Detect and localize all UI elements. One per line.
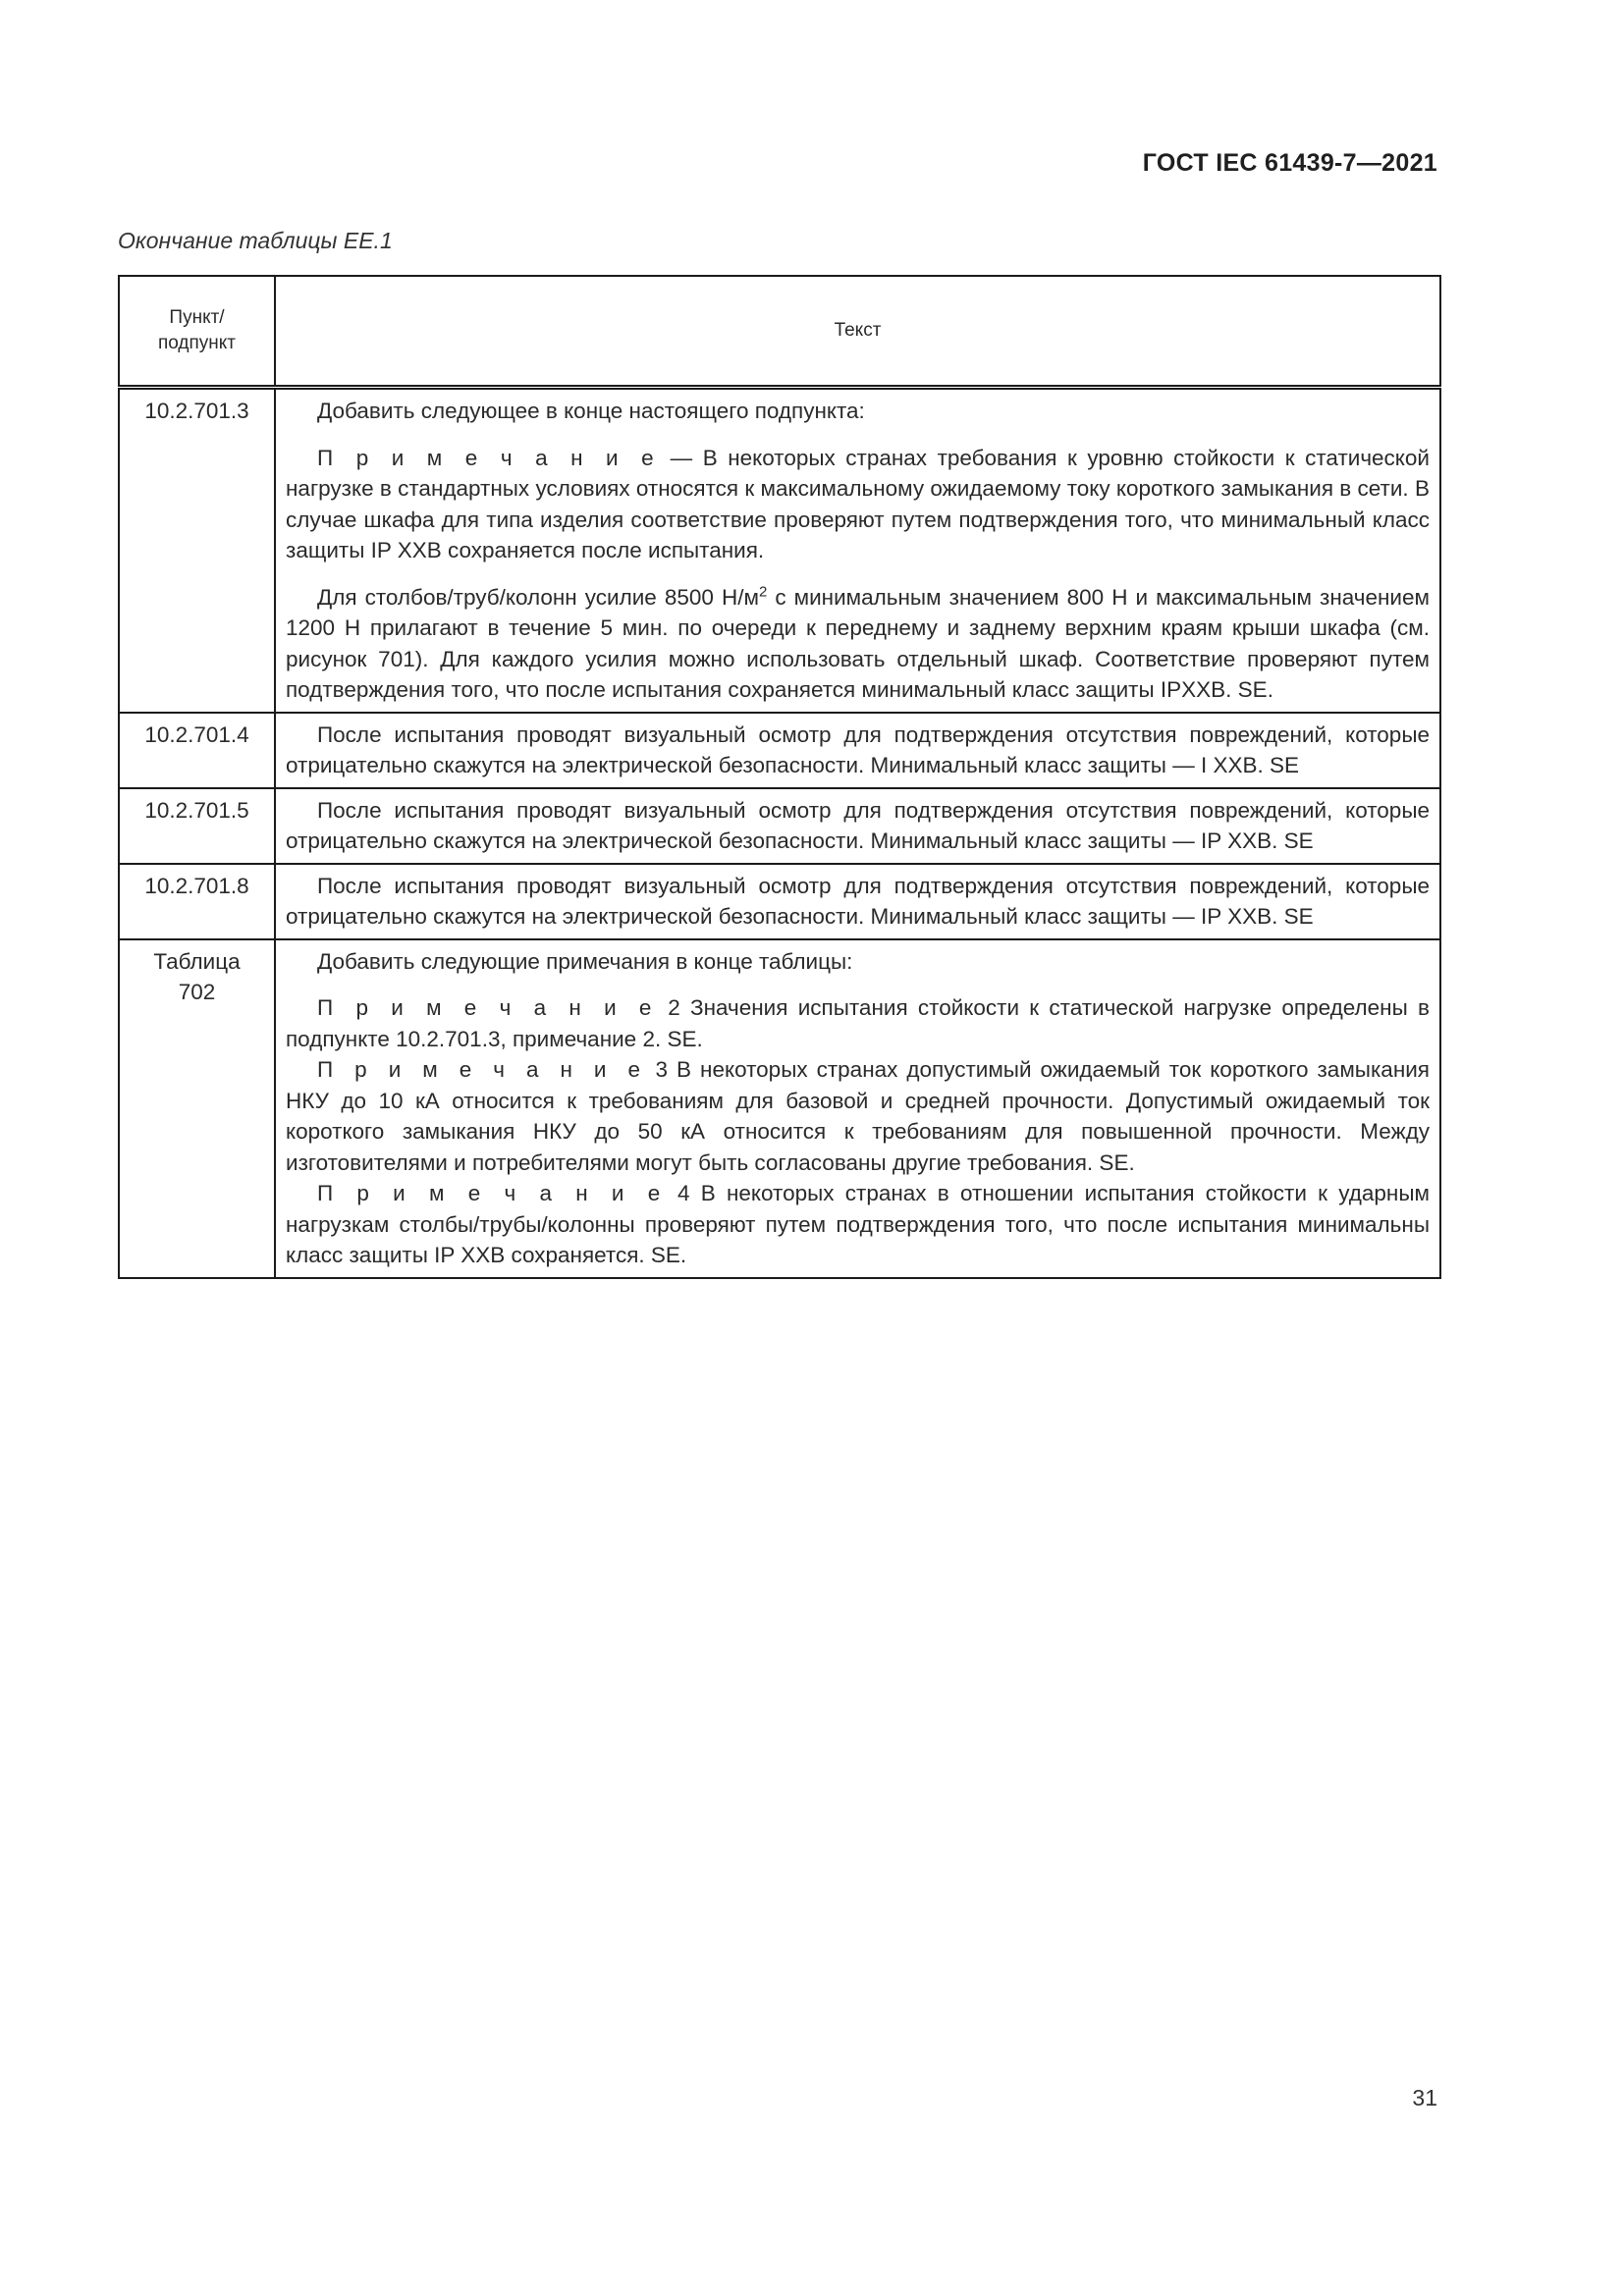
row-text-note xyxy=(286,443,1430,566)
row-point: Таблица 702 xyxy=(119,939,275,1278)
row-text-paragraph: После испытания проводят визуальный осмотр для подтверждения отсутствия повреждений, которые отрицательно скажутся на электрической безопасности. Минимальный класс защиты — IP XXB. SE xyxy=(286,873,1430,929)
row-text-paragraph: Добавить следующие примечания в конце таблицы: xyxy=(317,948,853,974)
row-text xyxy=(275,388,1440,713)
row-text-note xyxy=(286,1178,1430,1271)
column-header-point: Пункт/ подпункт xyxy=(119,276,275,388)
note-text: 4 В некоторых странах в отношении испытания стойкости к ударным нагрузкам столбы/трубы/колонны проверяют путем подтверждения того, что после испытания минимальны класс защиты IP XXB сохраняется. SE. xyxy=(286,1181,1430,1267)
row-text xyxy=(275,788,1440,864)
row-text-paragraph: После испытания проводят визуальный осмотр для подтверждения отсутствия повреждений, которые отрицательно скажутся на электрической безопасности. Минимальный класс защиты — I XXB. SE xyxy=(286,721,1430,777)
table-caption: Окончание таблицы ЕЕ.1 xyxy=(118,228,393,253)
row-text xyxy=(275,713,1440,788)
superscript: 2 xyxy=(758,583,768,600)
row-text-paragraph: Добавить следующее в конце настоящего подпункта: xyxy=(317,399,865,423)
row-text-note xyxy=(286,1054,1430,1178)
note-text: — В некоторых странах требования к уровню стойкости к статической нагрузке в стандартных условиях относятся к максимальному ожидаемому току короткого замыкания в сети. В случае шкафа для типа изделия соответствие проверяют путем подтверждения того, что минимальный класс защиты IP XXB сохраняется после испытания. xyxy=(286,445,1430,562)
table-row xyxy=(119,713,1440,788)
page-number: 31 xyxy=(1412,2085,1437,2110)
note-text: 2 Значения испытания стойкости к статической нагрузке определены в подпункте 10.2.701.3, примечание 2. SE. xyxy=(286,995,1430,1051)
document-code: ГОСТ IEC 61439-7—2021 xyxy=(1142,149,1437,177)
row-text-paragraph: Для столбов/труб/колонн усилие 8500 $Н/м^2$ с минимальным значением 800 Н и максимальным значением 1200 Н прилагают в течение 5 мин. по очереди к переднему и заднему верхним краям крыши шкафа (см. рисунок 701). Для каждого усилия можно использовать отдельный шкаф. Соответствие проверяют путем подтверждения того, что после испытания сохраняется минимальный класс защиты IPXXB. SE. xyxy=(286,583,1430,702)
amendments-table xyxy=(118,275,1441,1279)
table-row xyxy=(119,864,1440,939)
row-point: 10.2.701.3 xyxy=(119,388,275,713)
table-row xyxy=(119,788,1440,864)
row-text xyxy=(275,864,1440,939)
column-header-text: Текст xyxy=(275,276,1440,388)
note-text: 3 В некоторых странах допустимый ожидаемый ток короткого замыкания НКУ до 10 кА относится к требованиям для базовой и средней прочности. Допустимый ожидаемый ток короткого замыкания НКУ до 50 кА относится к требованиям для повышенной прочности. Между изготовителями и потребителями могут быть согласованы другие требования. SE. xyxy=(286,1057,1430,1175)
row-text xyxy=(275,939,1440,1278)
row-text-paragraph: После испытания проводят визуальный осмотр для подтверждения отсутствия повреждений, которые отрицательно скажутся на электрической безопасности. Минимальный класс защиты — IP XXB. SE xyxy=(286,797,1430,853)
note-label: П р и м е ч а н и е xyxy=(317,1057,647,1082)
table-row xyxy=(119,388,1440,713)
note-label: П р и м е ч а н и е xyxy=(317,995,658,1020)
table-row xyxy=(119,939,1440,1278)
table-header-row xyxy=(119,276,1440,388)
row-point: 10.2.701.8 xyxy=(119,864,275,939)
row-text-note xyxy=(286,992,1430,1054)
row-point: 10.2.701.4 xyxy=(119,713,275,788)
note-label: П р и м е ч а н и е xyxy=(317,1181,667,1205)
note-label: П р и м е ч а н и е xyxy=(317,445,661,470)
row-point: 10.2.701.5 xyxy=(119,788,275,864)
